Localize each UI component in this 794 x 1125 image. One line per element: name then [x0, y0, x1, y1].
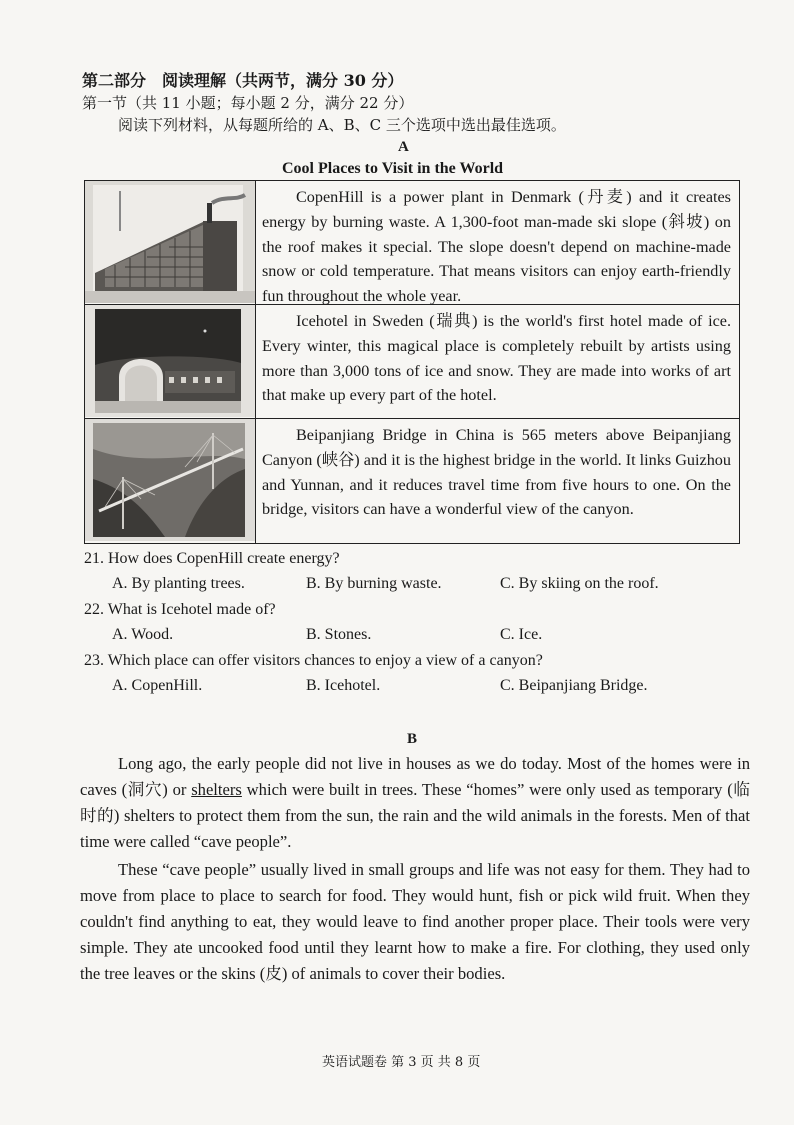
p1-text-start: Long ago, the early people did not live in houses as we do today. Most of the homes were in caves (洞穴) or: [80, 754, 750, 799]
question-21: 21. How does CopenHill create energy?: [84, 550, 340, 567]
icehotel-photo: [85, 305, 256, 418]
p1-text-end: which were built in trees. These “homes” were only used as temporary (临时的) shelters to protect them from the sun, the rain and the wild animals in the forests. Men of that time were called “cave people”.: [80, 780, 750, 851]
table-row: [85, 305, 739, 419]
option-22-c[interactable]: C. Ice.: [500, 626, 543, 643]
option-23-c[interactable]: C. Beipanjiang Bridge.: [500, 677, 648, 694]
option-21-c[interactable]: C. By skiing on the roof.: [500, 575, 659, 592]
beipanjiang-bridge-photo: [85, 419, 256, 543]
copenhill-text: CopenHill is a power plant in Denmark (丹麦) and it creates energy by burning waste. A 1,300-foot man-made ski slope (斜坡) on the roof makes it special. The slope doesn't depend on machine-made snow or cold temperature. That means visitors can enjoy earth-friendly fun throughout the whole year.: [262, 188, 731, 306]
icehotel-text: Icehotel in Sweden (瑞典) is the world's first hotel made of ice. Every winter, this magical place is completely rebuilt by artists using more than 3,000 tons of ice and snow. They are made into works of art that make up every part of the hotel.: [262, 312, 731, 405]
option-21-a[interactable]: A. By planting trees.: [112, 575, 245, 592]
copenhill-power-plant-photo: [85, 181, 256, 304]
option-22-a[interactable]: A. Wood.: [112, 626, 174, 643]
passage-b-label: B: [407, 731, 418, 747]
table-row: [85, 419, 739, 543]
question-23: 23. Which place can offer visitors chances to enjoy a view of a canyon?: [84, 652, 543, 669]
table-row: [85, 181, 739, 305]
places-table: [84, 180, 740, 544]
part-heading: 第二部分 阅读理解（共两节，满分 30 分）: [82, 71, 404, 90]
option-21-b[interactable]: B. By burning waste.: [306, 575, 442, 592]
option-23-b[interactable]: B. Icehotel.: [306, 677, 381, 694]
passage-b-paragraph-2: These “cave people” usually lived in small groups and life was not easy for them. They had to move from place to place to search for food. They would hunt, fish or pick wild fruit. When they couldn't find anything to eat, they would leave to find another proper place. Their tools were very simple. They ate uncooked food until they learnt how to make a fire. For clothing, they used only the tree leaves or the skins (皮) of animals to cover their bodies.: [80, 860, 750, 983]
question-22: 22. What is Icehotel made of?: [84, 601, 276, 618]
underlined-word-shelters: shelters: [191, 780, 242, 799]
option-23-a[interactable]: A. CopenHill.: [112, 677, 203, 694]
page-footer: 英语试题卷 第 3 页 共 8 页: [322, 1055, 481, 1070]
option-22-b[interactable]: B. Stones.: [306, 626, 372, 643]
beipanjiang-text: Beipanjiang Bridge in China is 565 meters above Beipanjiang Canyon (峡谷) and it is the highest bridge in the world. It links Guizhou and Yunnan, and it reduces travel time from five hours to one. On the bridge, visitors can have a wonderful view of the canyon.: [262, 426, 731, 519]
instructions: 阅读下列材料，从每题所给的 A、B、C 三个选项中选出最佳选项。: [118, 116, 566, 134]
passage-a-title: Cool Places to Visit in the World: [282, 160, 504, 177]
passage-b-paragraph-1: [80, 751, 750, 855]
passage-a-label: A: [398, 139, 409, 155]
section-heading: 第一节（共 11 小题；每小题 2 分，满分 22 分）: [82, 94, 414, 112]
